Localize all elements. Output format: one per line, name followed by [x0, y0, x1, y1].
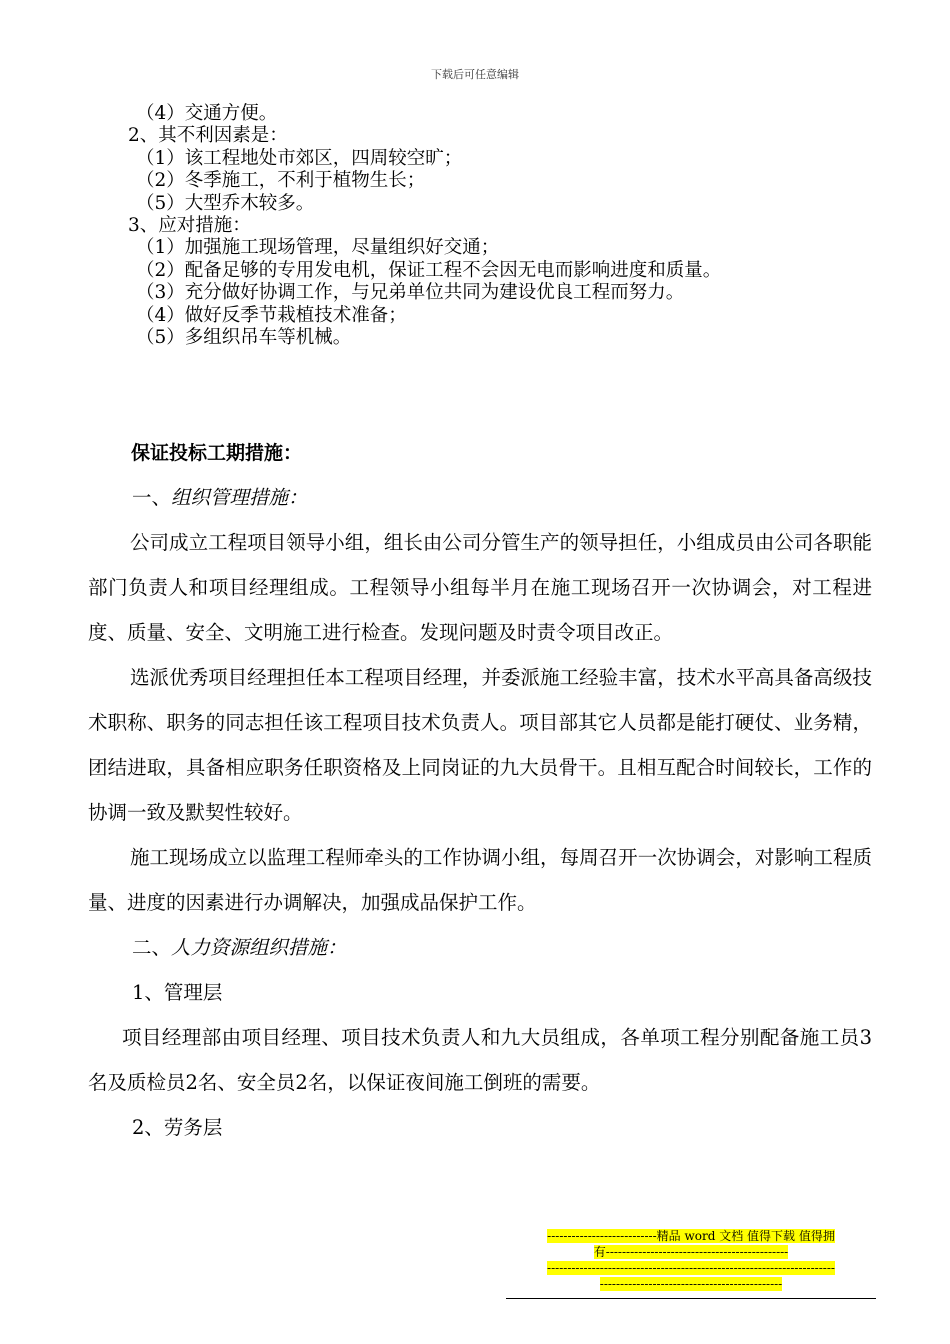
list-item: （1）该工程地处市郊区，四周较空旷； — [136, 147, 463, 169]
list-item: （1）加强施工现场管理，尽量组织好交通； — [136, 237, 500, 259]
section-title-text: 组织管理措施： — [171, 486, 308, 509]
section-number: 一、 — [132, 486, 172, 509]
section-title-organization — [88, 475, 872, 520]
footer-line: 有--------------------------------------------- — [593, 1245, 789, 1259]
paragraph: 项目经理部由项目经理、项目技术负责人和九大员组成，各单项工程分别配备施工员3名及质检员2名、安全员2名，以保证夜间施工倒班的需要。 — [88, 1026, 872, 1094]
list-item: 2、其不利因素是： — [128, 125, 288, 147]
list-item: （2）冬季施工，不利于植物生长； — [136, 170, 426, 192]
paragraph: 选派优秀项目经理担任本工程项目经理，并委派施工经验丰富，技术水平高具备高级技术职称、职务的同志担任该工程项目技术负责人。项目部其它人员都是能打硬仗、业务精，团结进取，具备相应职务任职资格及上同岗证的九大员骨干。且相互配合时间较长，工作的协调一致及默契性较好。 — [88, 666, 872, 824]
paragraph: 施工现场成立以监理工程师牵头的工作协调小组，每周召开一次协调会，对影响工程质量、进度的因素进行办调解决，加强成品保护工作。 — [88, 846, 872, 914]
section-number: 二、 — [132, 936, 172, 959]
footer-line: --------------------------------------------- — [599, 1277, 783, 1291]
subheading-labor: 2、劳务层 — [132, 1116, 223, 1139]
footer-watermark — [506, 1228, 876, 1299]
paragraph: 公司成立工程项目领导小组，组长由公司分管生产的领导担任，小组成员由公司各职能部门负责人和项目经理组成。工程领导小组每半月在施工现场召开一次协调会，对工程进度、质量、安全、文明施工进行检查。发现问题及时责令项目改正。 — [88, 531, 872, 644]
list-item: （2）配备足够的专用发电机，保证工程不会因无电而影响进度和质量。 — [136, 259, 722, 281]
page-header: 下载后可任意编辑 — [431, 68, 519, 81]
list-block — [128, 103, 888, 349]
list-item: （3）充分做好协调工作，与兄弟单位共同为建设优良工程而努力。 — [136, 282, 685, 304]
list-item: （5）大型乔木较多。 — [136, 192, 315, 214]
list-item: （4）做好反季节栽植技术准备； — [136, 304, 407, 326]
section-title-text: 人力资源组织措施： — [171, 936, 347, 959]
section-title-hr — [88, 925, 872, 970]
footer-line: ----------------------------------------------------------------------- — [547, 1261, 835, 1275]
footer-rule — [506, 1298, 876, 1299]
footer-line: ---------------------------精品 word 文档 值得下载 值得拥 — [547, 1229, 835, 1243]
list-item: （4）交通方便。 — [136, 103, 278, 124]
list-item: 3、应对措施： — [128, 215, 251, 237]
subheading-management: 1、管理层 — [132, 981, 223, 1004]
section-heading: 保证投标工期措施： — [131, 442, 303, 464]
body-text — [88, 475, 872, 1150]
list-item: （5）多组织吊车等机械。 — [136, 327, 352, 349]
